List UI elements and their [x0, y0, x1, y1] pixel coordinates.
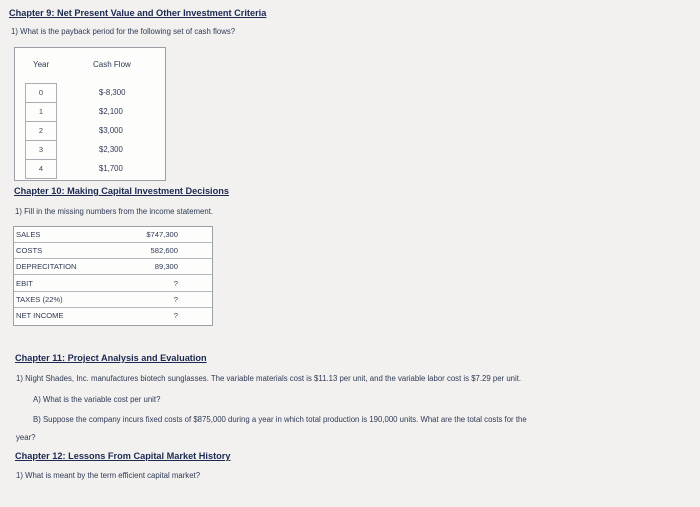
- year-cell: 3: [25, 140, 57, 160]
- row-label: NET INCOME: [16, 311, 64, 320]
- row-value: 89,300: [154, 262, 178, 271]
- row-value: ?: [173, 311, 178, 320]
- chapter10-question: 1) Fill in the missing numbers from the income statement.: [15, 207, 214, 216]
- income-statement-table: [13, 226, 213, 326]
- cash-flow-cell: $2,300: [99, 145, 123, 154]
- row-value: ?: [173, 295, 178, 304]
- row-label: DEPRECITATION: [16, 259, 118, 275]
- table-row: [15, 83, 165, 103]
- row-value: 582,600: [150, 246, 178, 255]
- year-column-header: Year: [33, 60, 50, 69]
- table-row: [14, 276, 212, 292]
- year-cell: 4: [25, 159, 57, 179]
- table-row: [14, 243, 212, 259]
- table-row: [14, 227, 212, 243]
- chapter11-question: 1) Night Shades, Inc. manufactures biotech sunglasses. The variable materials cost is $11.13 per unit, and the variable labor cost is $7.29 per unit.: [16, 374, 522, 383]
- cash-flow-table: [14, 47, 166, 181]
- table-row: [14, 292, 212, 308]
- chapter9-question: 1) What is the payback period for the following set of cash flows?: [11, 27, 236, 36]
- row-label: COSTS: [16, 243, 118, 259]
- chapter11-part-b-continued: year?: [16, 433, 36, 442]
- chapter12-question: 1) What is meant by the term efficient capital market?: [16, 471, 201, 480]
- cash-flow-cell: $1,700: [99, 164, 123, 173]
- table-row: [14, 308, 212, 324]
- table-row: [15, 140, 165, 160]
- row-label: TAXES (22%): [16, 292, 118, 308]
- chapter10-heading: Chapter 10: Making Capital Investment Decisions: [14, 186, 229, 196]
- chapter11-part-a: A) What is the variable cost per unit?: [33, 395, 161, 404]
- row-label: SALES: [16, 227, 118, 243]
- chapter9-heading: Chapter 9: Net Present Value and Other Investment Criteria: [9, 8, 267, 18]
- cash-flow-cell: $2,100: [99, 107, 123, 116]
- year-cell: 1: [25, 102, 57, 122]
- table-row: [15, 102, 165, 122]
- row-value: $747,300: [146, 230, 178, 239]
- table-row: [15, 121, 165, 141]
- table-row: [15, 159, 165, 179]
- year-cell: 2: [25, 121, 57, 141]
- year-cell: 0: [25, 83, 57, 103]
- cash-flow-column-header: Cash Flow: [93, 60, 131, 69]
- cash-flow-cell: $3,000: [99, 126, 123, 135]
- row-value: ?: [173, 279, 178, 288]
- row-label: EBIT: [16, 276, 118, 292]
- table-row: [14, 259, 212, 275]
- chapter11-heading: Chapter 11: Project Analysis and Evaluation: [15, 353, 207, 363]
- chapter12-heading: Chapter 12: Lessons From Capital Market History: [15, 451, 231, 461]
- cash-flow-cell: $-8,300: [99, 88, 126, 97]
- chapter11-part-b: B) Suppose the company incurs fixed costs of $875,000 during a year in which total production is 190,000 units. What are the total costs for the: [33, 415, 527, 424]
